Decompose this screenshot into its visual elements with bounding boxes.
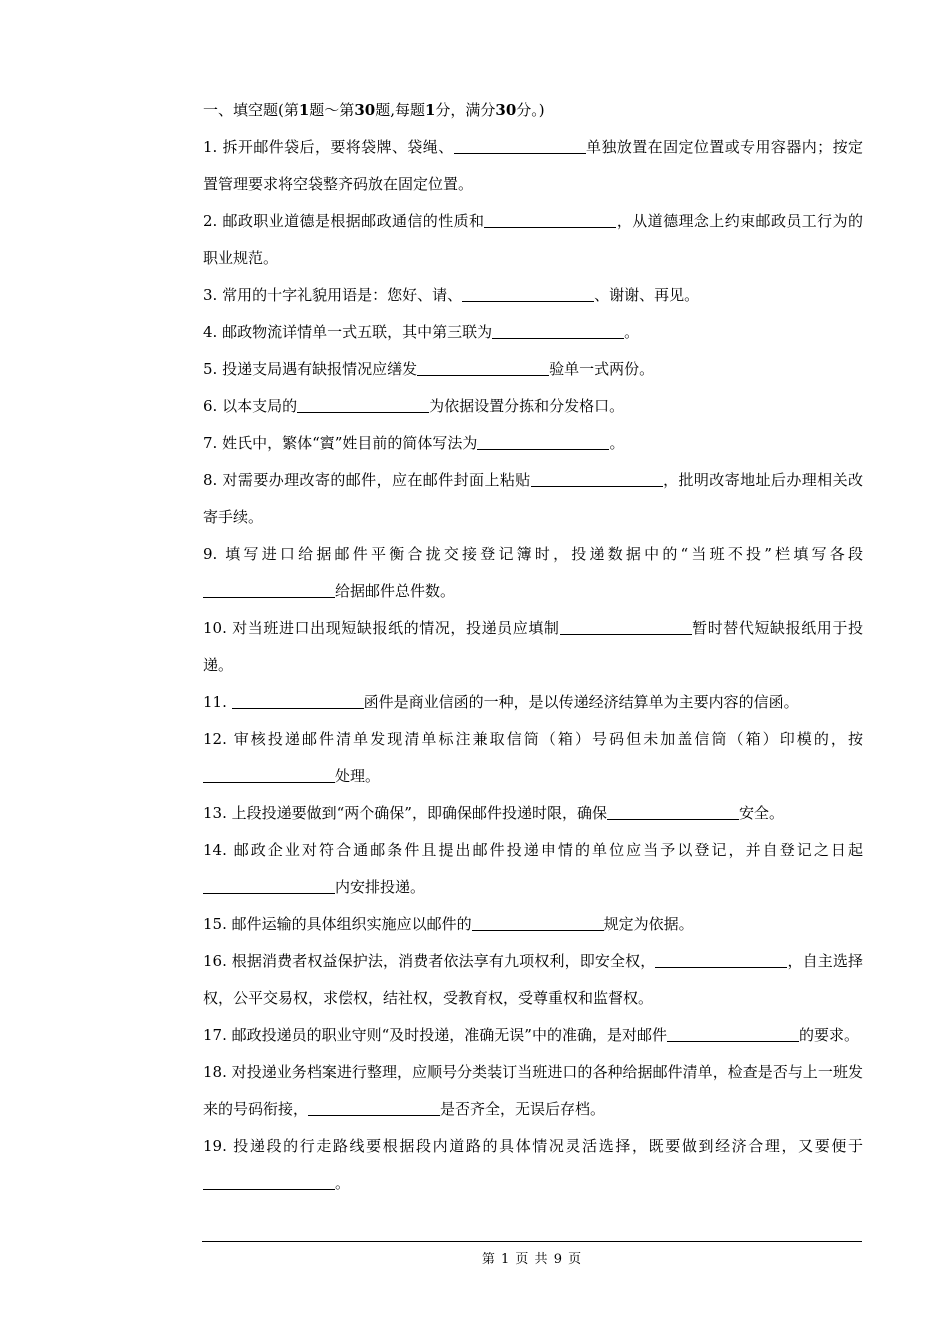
- question-text-before: 填写进口给据邮件平衡合拢交接登记簿时，投递数据中的“当班不投”栏填写各段: [225, 545, 863, 563]
- question-text-after: 。: [335, 1174, 351, 1192]
- title-text: 分。): [516, 101, 545, 119]
- answer-blank[interactable]: [492, 322, 624, 339]
- question-text-before: 常用的十字礼貌用语是：您好、请、: [222, 286, 463, 304]
- question-item: [203, 314, 863, 351]
- answer-blank[interactable]: [454, 137, 586, 154]
- question-number: 3.: [203, 286, 218, 304]
- page-footer: 第 1 页 共 9 页: [481, 1252, 583, 1267]
- question-text-before: 上段投递要做到“两个确保”，即确保邮件投递时限，确保: [231, 804, 607, 822]
- answer-blank[interactable]: [667, 1025, 799, 1042]
- question-number: 11.: [203, 693, 227, 711]
- question-text-after: ，自主选择权，公平交易权，求偿权，结社权，受教育权，受尊重权和监督权。: [203, 952, 863, 1007]
- question-text-after: 规定为依据。: [603, 915, 694, 933]
- question-text-before: 对需要办理改寄的邮件，应在邮件封面上粘贴: [222, 471, 531, 489]
- question-text-before: 姓氏中，繁体“賨”姓目前的简体写法为: [222, 434, 478, 452]
- footer-rule: [202, 1241, 862, 1242]
- question-text-after: 验单一式两份。: [549, 360, 655, 378]
- answer-blank[interactable]: [417, 359, 549, 376]
- question-text-before: 邮政物流详情单一式五联，其中第三联为: [222, 323, 493, 341]
- title-number: 1: [298, 101, 310, 119]
- question-item: [203, 425, 863, 462]
- question-text-after: 、谢谢、再见。: [594, 286, 700, 304]
- question-text-after: 是否齐全，无误后存档。: [440, 1100, 606, 1118]
- question-number: 6.: [203, 397, 218, 415]
- question-item: [203, 943, 863, 1017]
- question-number: 1.: [203, 138, 218, 156]
- question-text-before: 投递段的行走路线要根据段内道路的具体情况灵活选择，既要做到经济合理，又要便于: [233, 1137, 863, 1155]
- answer-blank[interactable]: [232, 692, 364, 709]
- answer-blank[interactable]: [308, 1099, 440, 1116]
- question-number: 2.: [203, 212, 218, 230]
- question-item: [203, 906, 863, 943]
- question-number: 16.: [203, 952, 227, 970]
- answer-blank[interactable]: [655, 951, 787, 968]
- title-text: 分，满分: [435, 101, 496, 119]
- title-text: 一、填空题(第: [203, 101, 299, 119]
- question-text-before: 邮政投递员的职业守则“及时投递，准确无误”中的准确，是对邮件: [231, 1026, 667, 1044]
- question-number: 7.: [203, 434, 218, 452]
- question-text-before: 邮件运输的具体组织实施应以邮件的: [231, 915, 472, 933]
- question-number: 14.: [203, 841, 227, 859]
- question-text-after: ，批明改寄地址后办理相关改寄手续。: [203, 471, 863, 526]
- question-item: [203, 721, 863, 795]
- question-number: 5.: [203, 360, 218, 378]
- question-item: [203, 462, 863, 536]
- answer-blank[interactable]: [560, 618, 692, 635]
- answer-blank[interactable]: [203, 766, 335, 783]
- question-item: [203, 351, 863, 388]
- question-text-before: 根据消费者权益保护法，消费者依法享有九项权利，即安全权，: [231, 952, 656, 970]
- answer-blank[interactable]: [477, 433, 609, 450]
- question-item: [203, 203, 863, 277]
- question-item: [203, 610, 863, 684]
- question-item: [203, 684, 863, 721]
- answer-blank[interactable]: [203, 1173, 335, 1190]
- question-text-before: 邮政职业道德是根据邮政通信的性质和: [222, 212, 485, 230]
- question-text-after: 给据邮件总件数。: [335, 582, 456, 600]
- question-number: 9.: [203, 545, 218, 563]
- question-text-before: 审核投递邮件清单发现清单标注兼取信筒（箱）号码但未加盖信筒（箱）印模的，按: [233, 730, 863, 748]
- question-text-after: 暂时替代短缺报纸用于投递。: [203, 619, 863, 674]
- question-text-after: 单独放置在固定位置或专用容器内；按定置管理要求将空袋整齐码放在固定位置。: [203, 138, 863, 193]
- answer-blank[interactable]: [484, 211, 616, 228]
- section-title: [203, 92, 863, 129]
- question-item: [203, 832, 863, 906]
- question-text-after: 。: [624, 323, 640, 341]
- title-text: 题～第: [309, 101, 355, 119]
- question-text-after: 。: [609, 434, 625, 452]
- question-item: [203, 277, 863, 314]
- answer-blank[interactable]: [531, 470, 663, 487]
- question-number: 10.: [203, 619, 227, 637]
- answer-blank[interactable]: [607, 803, 739, 820]
- question-text-after: 的要求。: [798, 1026, 859, 1044]
- question-text-after: 安全。: [738, 804, 784, 822]
- title-number: 30: [354, 101, 376, 119]
- question-number: 4.: [203, 323, 218, 341]
- answer-blank[interactable]: [203, 877, 335, 894]
- question-number: 17.: [203, 1026, 227, 1044]
- question-item: [203, 388, 863, 425]
- question-item: [203, 536, 863, 610]
- question-text-before: 以本支局的: [222, 397, 298, 415]
- question-number: 15.: [203, 915, 227, 933]
- question-text-after: ，从道德理念上约束邮政员工行为的职业规范。: [203, 212, 863, 267]
- answer-blank[interactable]: [203, 581, 335, 598]
- question-number: 8.: [203, 471, 218, 489]
- question-item: [203, 1128, 863, 1202]
- question-text-before: 邮政企业对符合通邮条件且提出邮件投递申情的单位应当予以登记，并自登记之日起: [233, 841, 863, 859]
- title-number: 1: [424, 101, 436, 119]
- question-text-before: 对当班进口出现短缺报纸的情况，投递员应填制: [232, 619, 560, 637]
- question-text-after: 为依据设置分拣和分发格口。: [429, 397, 625, 415]
- question-number: 13.: [203, 804, 227, 822]
- question-text-before: 对投递业务档案进行整理，应顺号分类装订当班进口的各种给据邮件清单，检查是否与上一班发来的号码衔接，: [203, 1063, 863, 1118]
- question-text-after: 内安排投递。: [335, 878, 426, 896]
- title-text: 题,每题: [375, 101, 425, 119]
- question-number: 19.: [203, 1137, 227, 1155]
- question-text-after: 处理。: [335, 767, 381, 785]
- question-list: [203, 129, 863, 1202]
- question-content: [203, 92, 863, 1202]
- question-item: [203, 129, 863, 203]
- answer-blank[interactable]: [472, 914, 604, 931]
- answer-blank[interactable]: [297, 396, 429, 413]
- question-text-before: 投递支局遇有缺报情况应缮发: [222, 360, 418, 378]
- title-number: 30: [495, 101, 517, 119]
- question-number: 18.: [203, 1063, 227, 1081]
- question-item: [203, 1017, 863, 1054]
- question-item: [203, 795, 863, 832]
- question-item: [203, 1054, 863, 1128]
- question-text-before: 拆开邮件袋后，要将袋牌、袋绳、: [222, 138, 454, 156]
- question-number: 12.: [203, 730, 227, 748]
- answer-blank[interactable]: [462, 285, 594, 302]
- question-text-after: 函件是商业信函的一种，是以传递经济结算单为主要内容的信函。: [363, 693, 799, 711]
